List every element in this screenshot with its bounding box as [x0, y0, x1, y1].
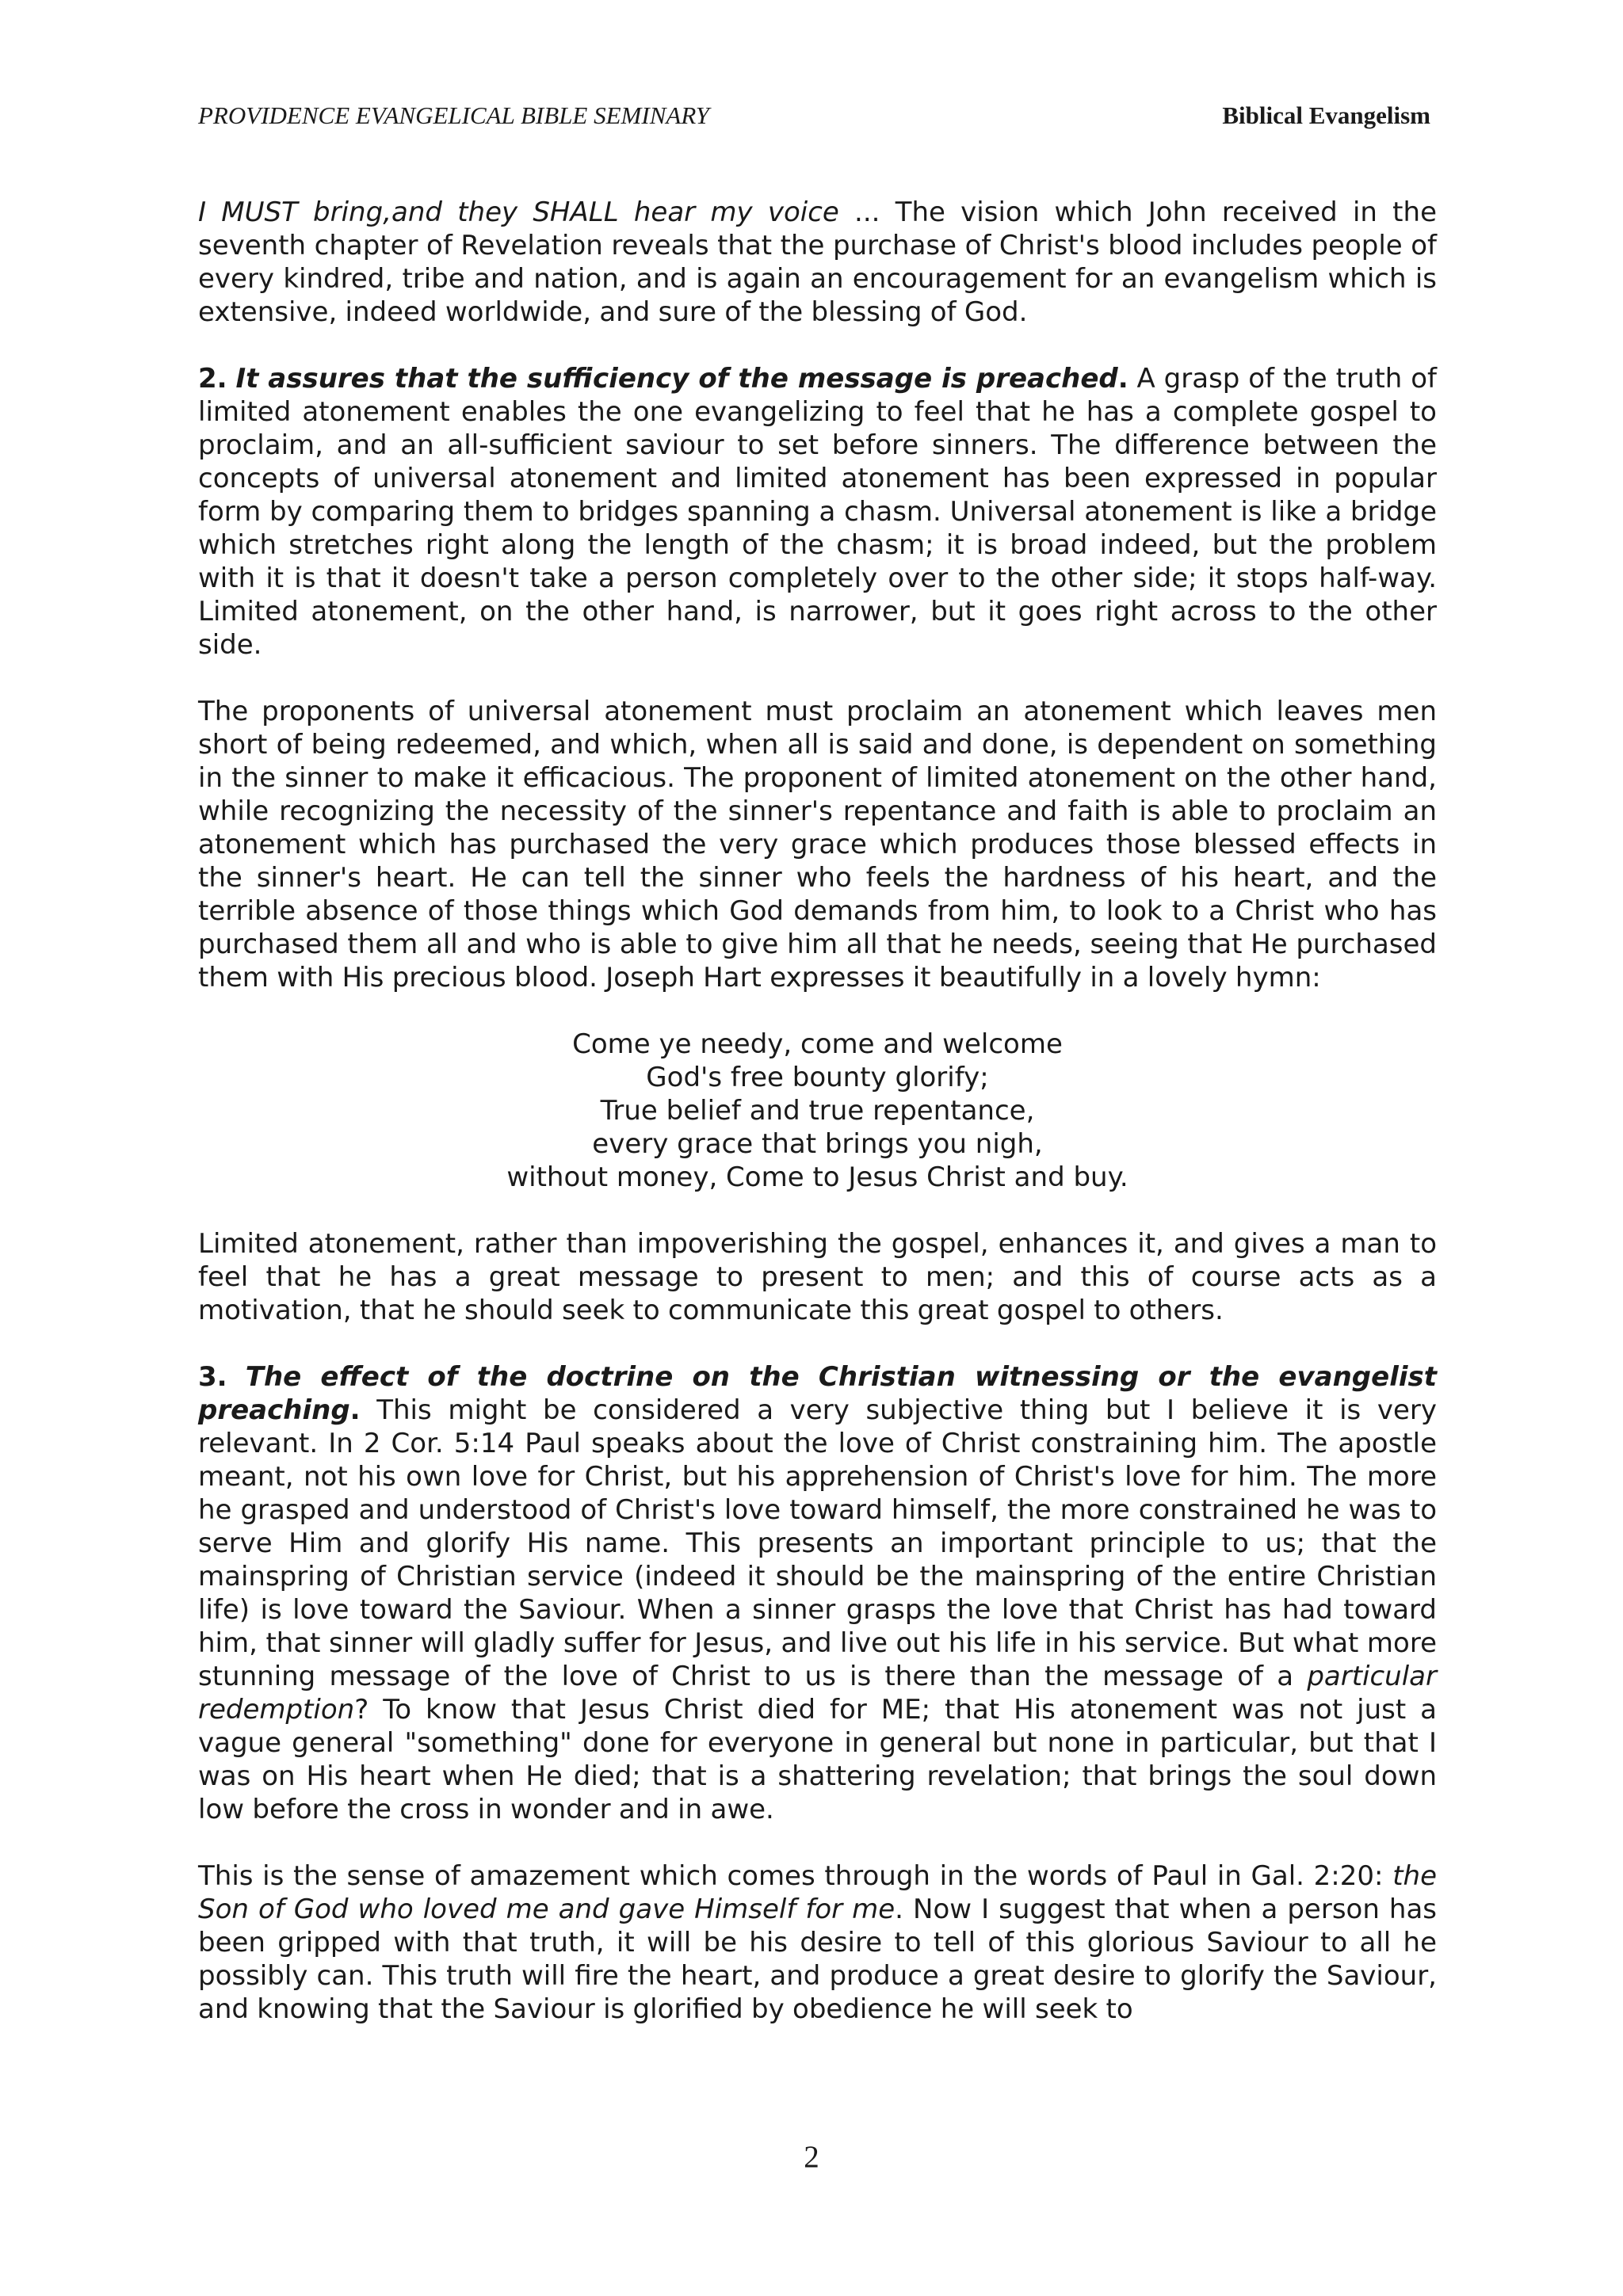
paragraph-1 — [198, 196, 1437, 329]
paragraph-point-3 — [198, 1360, 1437, 1826]
point-3-period: . — [349, 1394, 361, 1426]
point-3-text-b: ? To know that Jesus Christ died for ME; that His atonement was not just a vague general "something" done for everyone in general but none in particular, but that I was on His heart when He died; that is a shattering revelation; that brings the soul down low before the cross in wonder and in awe. — [198, 1694, 1437, 1825]
point-2-text: A grasp of the truth of limited atonement enables the one evangelizing to feel that he has a complete gospel to proclaim, and an all-sufficient saviour to set before sinners. The difference between the concepts of universal atonement and limited atonement has been expressed in popular form by comparing them to bridges spanning a chasm. Universal atonement is like a bridge which stretches right along the length of the chasm; it is broad indeed, but the problem with it is that it doesn't take a person completely over to the other side; it stops half-way. Limited atonement, on the other hand, is narrower, but it goes right across to the other side. — [198, 363, 1437, 661]
point-2-number: 2. — [198, 363, 227, 395]
document-body — [198, 196, 1437, 2026]
paragraph-6-quote: the Son of God who loved me and gave Himself for me — [198, 1860, 1437, 1925]
point-2-period: . — [1117, 363, 1128, 395]
hymn-line: without money, Come to Jesus Christ and buy. — [506, 1161, 1128, 1193]
point-2-heading: It assures that the sufficiency of the message is preached — [235, 363, 1118, 395]
hymn-line: Come ye needy, come and welcome — [572, 1028, 1063, 1060]
paragraph-3: The proponents of universal atonement must proclaim an atonement which leaves men short of being redeemed, and which, when all is said and done, is dependent on something in the sinner to make it efficacious. The proponent of limited atonement on the other hand, while recognizing the necessity of the sinner's repentance and faith is able to proclaim an atonement which has purchased the very grace which produces those blessed effects in the sinner's heart. He can tell the sinner who feels the hardness of his heart, and the terrible absence of those things which God demands from him, to look to a Christ who has purchased them all and who is able to give him all that he needs, seeing that He purchased them with His precious blood. Joseph Hart expresses it beautifully in a lovely hymn: — [198, 696, 1437, 994]
hymn-line: God's free bounty glorify; — [646, 1062, 989, 1093]
hymn-line: every grace that brings you nigh, — [592, 1128, 1043, 1160]
paragraph-6-text-b: . Now I suggest that when a person has been gripped with that truth, it will be his desire to tell of this glorious Saviour to all he possibly can. This truth will fire the heart, and produce a great desire to glorify the Saviour, and knowing that the Saviour is glorified by obedience he will seek to — [198, 1894, 1438, 2025]
point-3-heading: The effect of the doctrine on the Christian witnessing or the evangelist preaching — [198, 1361, 1438, 1426]
paragraph-6 — [198, 1859, 1437, 2026]
hymn-quote — [198, 1028, 1437, 1194]
point-3-text-a: This might be considered a very subjective thing but I believe it is very relevant. In 2 Cor. 5:14 Paul speaks about the love of Christ constraining him. The apostle meant, not his own love for Christ, but his apprehension of Christ's love for him. The more he grasped and understood of Christ's love toward himself, the more constrained he was to serve Him and glorify His name. This presents an important principle to us; that the mainspring of Christian service (indeed it should be the mainspring of the entire Christian life) is love toward the Saviour. When a sinner grasps the love that Christ has had toward him, that sinner will gladly suffer for Jesus, and live out his life in his service. But what more stunning message of the love of Christ to us is there than the message of a — [198, 1394, 1437, 1692]
paragraph-6-text-a: This is the sense of amazement which comes through in the words of Paul in Gal. 2:20: — [198, 1860, 1393, 1892]
point-3-emphasis: particular redemption — [198, 1661, 1437, 1726]
header-course-title: Biblical Evangelism — [1222, 101, 1430, 129]
paragraph-1-text: ... The vision which John received in the seventh chapter of Revelation reveals that the purchase of Christ's blood includes people of every kindred, tribe and nation, and is again an encouragement for an evangelism which is extensive, indeed worldwide, and sure of the blessing of God. — [198, 196, 1437, 328]
page-header — [198, 101, 1430, 133]
page-number: 2 — [804, 2140, 819, 2174]
hymn-line: True belief and true repentance, — [600, 1095, 1035, 1127]
paragraph-4: Limited atonement, rather than impoverishing the gospel, enhances it, and gives a man to feel that he has a great message to present to men; and this of course acts as a motivation, that he should seek to communicate this great gospel to others. — [198, 1228, 1437, 1326]
paragraph-point-2 — [198, 362, 1437, 662]
point-3-number: 3. — [198, 1361, 227, 1393]
header-institution: PROVIDENCE EVANGELICAL BIBLE SEMINARY — [198, 101, 709, 129]
paragraph-1-lead: I MUST bring,and they SHALL hear my voice — [198, 196, 839, 228]
